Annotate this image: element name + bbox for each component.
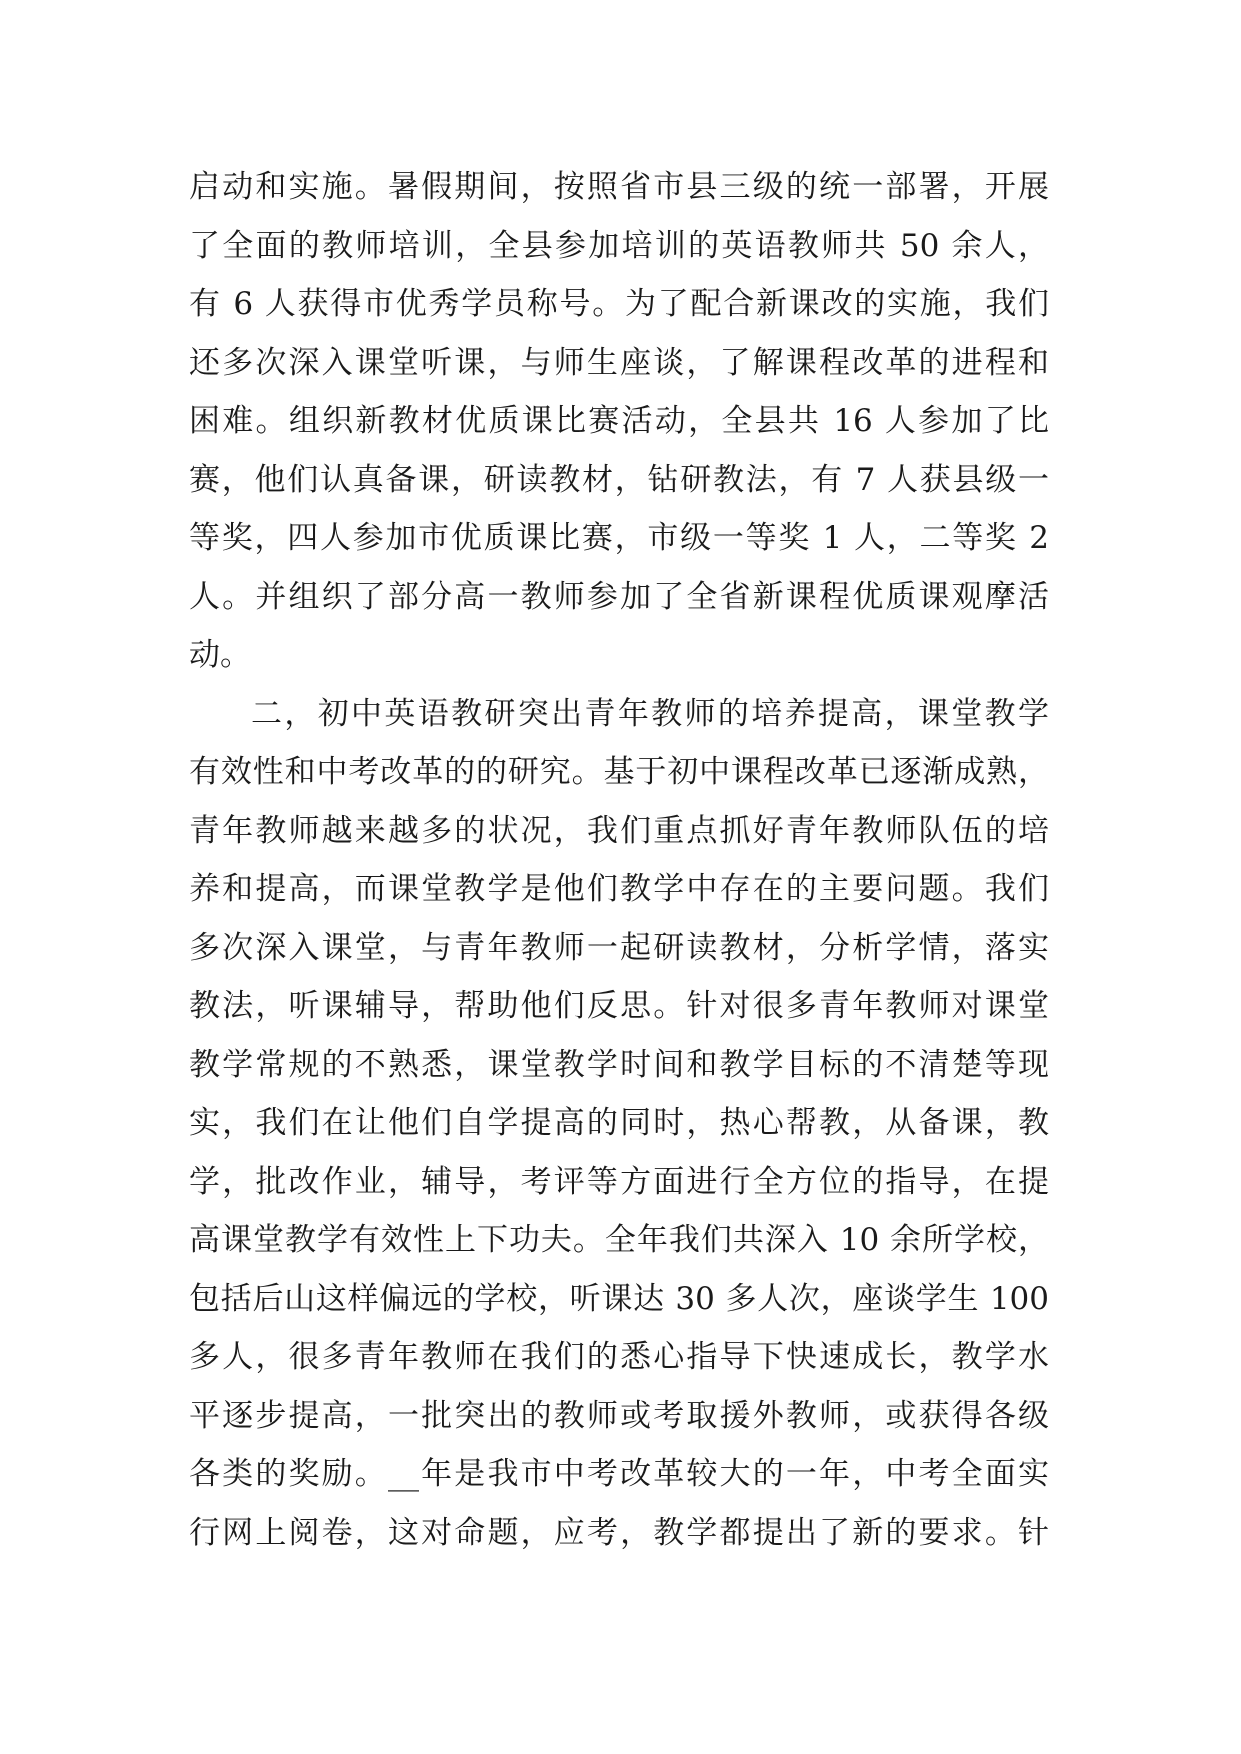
text-line-4: 还多次深入课堂听课，与师生座谈，了解课程改革的进程和 bbox=[189, 344, 1049, 381]
text-line-5: 困难。组织新教材优质课比赛活动，全县共 16 人参加了比 bbox=[189, 403, 1049, 439]
text-line-1: 启动和实施。暑假期间，按照省市县三级的统一部署，开展 bbox=[189, 169, 1049, 205]
text-line-7: 等奖，四人参加市优质课比赛，市级一等奖 1 人，二等奖 2 bbox=[189, 520, 1049, 556]
section-two-first-line: 二，初中英语教研突出青年教师的培养提高，课堂教学 bbox=[251, 695, 1049, 732]
text-line-20: 包括后山这样偏远的学校，听课达 30 多人次，座谈学生 100 bbox=[189, 1280, 1049, 1317]
text-line-2: 了全面的教师培训，全县参加培训的英语教师共 50 余人， bbox=[189, 227, 1049, 264]
text-line-6: 赛，他们认真备课，研读教材，钻研教法，有 7 人获县级一 bbox=[189, 461, 1049, 498]
text-line-24: 行网上阅卷，这对命题，应考，教学都提出了新的要求。针 bbox=[189, 1514, 1049, 1551]
text-line-8: 人。并组织了部分高一教师参加了全省新课程优质课观摩活 bbox=[189, 578, 1049, 615]
text-line-19: 高课堂教学有效性上下功夫。全年我们共深入 10 余所学校， bbox=[189, 1222, 1049, 1258]
text-line-18: 学，批改作业，辅导，考评等方面进行全方位的指导，在提 bbox=[189, 1163, 1049, 1200]
text-line-21: 多人，很多青年教师在我们的悉心指导下快速成长，教学水 bbox=[189, 1339, 1049, 1375]
text-line-17: 实，我们在让他们自学提高的同时，热心帮教，从备课，教 bbox=[189, 1105, 1049, 1141]
text-line-9: 动。 bbox=[189, 637, 251, 673]
text-line-16: 教学常规的不熟悉，课堂教学时间和教学目标的不清楚等现 bbox=[189, 1046, 1049, 1083]
text-line-13: 养和提高，而课堂教学是他们教学中存在的主要问题。我们 bbox=[189, 871, 1049, 907]
text-line-12: 青年教师越来越多的状况，我们重点抓好青年教师队伍的培 bbox=[189, 812, 1049, 849]
text-line-3: 有 6 人获得市优秀学员称号。为了配合新课改的实施，我们 bbox=[189, 286, 1049, 322]
text-line-23: 各类的奖励。__年是我市中考改革较大的一年，中考全面实 bbox=[189, 1456, 1049, 1492]
text-line-11: 有效性和中考改革的的研究。基于初中课程改革已逐渐成熟， bbox=[189, 754, 1049, 790]
text-line-22: 平逐步提高，一批突出的教师或考取援外教师，或获得各级 bbox=[189, 1397, 1049, 1434]
body-text bbox=[189, 158, 1049, 1562]
text-line-14: 多次深入课堂，与青年教师一起研读教材，分析学情，落实 bbox=[189, 929, 1049, 966]
text-line-15: 教法，听课辅导，帮助他们反思。针对很多青年教师对课堂 bbox=[189, 988, 1049, 1024]
